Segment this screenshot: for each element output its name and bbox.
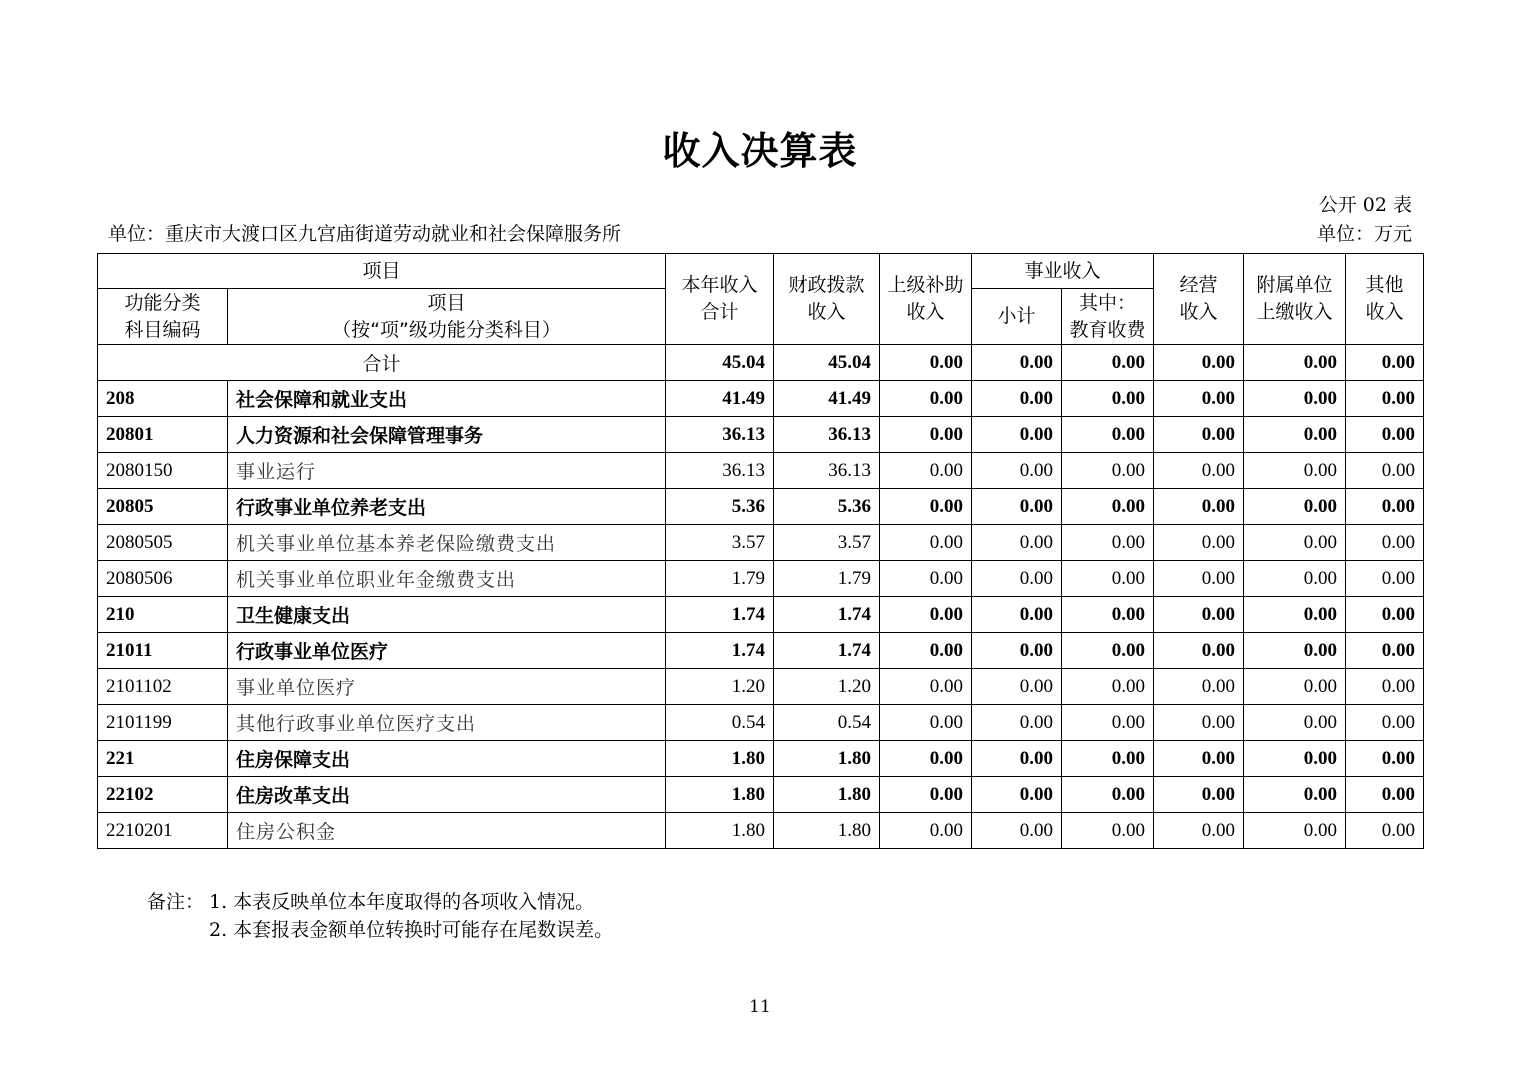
row-value: 0.00 [1062,597,1154,633]
row-value: 0.00 [1062,741,1154,777]
row-value: 0.00 [1062,633,1154,669]
row-value: 0.00 [1244,561,1346,597]
row-value: 0.00 [1154,741,1244,777]
header-other: 其他 收入 [1346,254,1424,345]
row-value: 0.00 [880,597,972,633]
row-value: 0.00 [1346,453,1424,489]
row-value: 0.00 [1062,417,1154,453]
row-name: 事业单位医疗 [228,669,666,705]
row-value: 1.74 [666,597,774,633]
header-operating: 经营 收入 [1154,254,1244,345]
row-name: 事业运行 [228,453,666,489]
total-value: 45.04 [666,345,774,381]
row-value: 0.00 [880,561,972,597]
row-value: 1.80 [774,813,880,849]
total-label: 合计 [98,345,666,381]
page-number: 11 [749,997,771,1017]
row-value: 36.13 [666,417,774,453]
total-row [98,345,1424,381]
row-value: 0.00 [972,705,1062,741]
row-value: 0.00 [972,489,1062,525]
row-value: 0.00 [1062,777,1154,813]
header-business: 事业收入 [972,254,1154,289]
row-value: 0.00 [1154,597,1244,633]
row-value: 0.00 [972,777,1062,813]
row-code: 2101102 [98,669,228,705]
row-value: 0.00 [1346,777,1424,813]
row-value: 41.49 [666,381,774,417]
organization-unit: 单位：重庆市大渡口区九宫庙街道劳动就业和社会保障服务所 [108,223,622,245]
table-row [98,669,1424,705]
total-value: 0.00 [1346,345,1424,381]
row-value: 0.00 [1244,525,1346,561]
row-value: 0.00 [1062,669,1154,705]
row-value: 0.54 [666,705,774,741]
row-code: 2080150 [98,453,228,489]
table-row [98,489,1424,525]
header-fiscal: 财政拨款 收入 [774,254,880,345]
notes-label: 备注： [147,891,205,913]
row-name: 人力资源和社会保障管理事务 [228,417,666,453]
row-value: 0.00 [1154,669,1244,705]
row-name: 行政事业单位医疗 [228,633,666,669]
row-name: 住房公积金 [228,813,666,849]
row-value: 0.00 [972,633,1062,669]
row-value: 1.74 [774,633,880,669]
row-value: 0.00 [1062,525,1154,561]
row-value: 3.57 [774,525,880,561]
table-row [98,633,1424,669]
row-value: 0.00 [1346,489,1424,525]
row-value: 0.00 [1346,417,1424,453]
table-row [98,417,1424,453]
row-name: 机关事业单位职业年金缴费支出 [228,561,666,597]
row-value: 1.20 [774,669,880,705]
row-value: 0.00 [1062,705,1154,741]
table-row [98,453,1424,489]
row-value: 0.00 [1244,777,1346,813]
table-row [98,777,1424,813]
row-value: 0.00 [880,381,972,417]
row-name: 社会保障和就业支出 [228,381,666,417]
row-value: 0.00 [1244,381,1346,417]
header-project: 项目 [98,254,666,289]
row-value: 5.36 [774,489,880,525]
row-value: 0.00 [880,669,972,705]
row-value: 0.00 [972,525,1062,561]
row-value: 0.00 [880,741,972,777]
row-value: 0.00 [972,417,1062,453]
row-name: 行政事业单位养老支出 [228,489,666,525]
row-value: 0.00 [1154,777,1244,813]
row-name: 机关事业单位基本养老保险缴费支出 [228,525,666,561]
row-value: 0.00 [1346,561,1424,597]
row-value: 0.00 [972,597,1062,633]
table-row [98,525,1424,561]
row-value: 0.00 [880,489,972,525]
row-value: 0.00 [1154,381,1244,417]
row-value: 0.00 [1154,813,1244,849]
row-value: 0.00 [1154,705,1244,741]
row-value: 0.54 [774,705,880,741]
row-code: 2210201 [98,813,228,849]
row-name: 住房改革支出 [228,777,666,813]
row-value: 0.00 [1154,633,1244,669]
row-value: 0.00 [1244,741,1346,777]
row-value: 3.57 [666,525,774,561]
row-code: 221 [98,741,228,777]
row-value: 0.00 [1244,489,1346,525]
row-value: 0.00 [972,741,1062,777]
income-table [97,253,1424,849]
table-row [98,705,1424,741]
row-value: 36.13 [666,453,774,489]
row-value: 36.13 [774,453,880,489]
row-code: 21011 [98,633,228,669]
row-value: 0.00 [1244,705,1346,741]
row-value: 0.00 [972,453,1062,489]
row-value: 1.79 [666,561,774,597]
row-value: 0.00 [972,381,1062,417]
row-value: 0.00 [1346,813,1424,849]
total-value: 0.00 [1154,345,1244,381]
row-code: 210 [98,597,228,633]
form-number: 公开 02 表 [1318,194,1412,216]
row-value: 0.00 [1244,633,1346,669]
row-value: 0.00 [972,669,1062,705]
header-subtotal: 小计 [972,289,1062,345]
row-code: 20805 [98,489,228,525]
row-value: 1.80 [666,741,774,777]
table-row [98,741,1424,777]
row-value: 0.00 [1346,741,1424,777]
row-code: 2080506 [98,561,228,597]
row-value: 0.00 [1346,633,1424,669]
row-value: 1.80 [774,741,880,777]
row-value: 0.00 [880,417,972,453]
row-value: 0.00 [1154,453,1244,489]
note-item: 2. 本套报表金额单位转换时可能存在尾数误差。 [209,919,614,941]
row-value: 1.74 [774,597,880,633]
header-item: 项目 （按“项”级功能分类科目） [228,289,666,345]
row-code: 22102 [98,777,228,813]
row-value: 0.00 [1062,381,1154,417]
row-value: 0.00 [1062,813,1154,849]
row-value: 0.00 [1244,813,1346,849]
row-value: 0.00 [1062,561,1154,597]
table-row [98,597,1424,633]
row-value: 0.00 [1244,453,1346,489]
row-value: 0.00 [1154,489,1244,525]
note-item: 1. 本表反映单位本年度取得的各项收入情况。 [209,891,595,913]
row-value: 0.00 [880,813,972,849]
header-row-1 [98,254,1424,289]
header-affiliated: 附属单位 上缴收入 [1244,254,1346,345]
row-name: 其他行政事业单位医疗支出 [228,705,666,741]
notes [147,888,613,944]
row-value: 1.79 [774,561,880,597]
row-value: 1.80 [666,777,774,813]
row-value: 0.00 [1346,597,1424,633]
total-value: 0.00 [880,345,972,381]
row-code: 20801 [98,417,228,453]
row-value: 0.00 [972,561,1062,597]
row-value: 0.00 [880,633,972,669]
row-value: 0.00 [1244,597,1346,633]
row-value: 1.80 [774,777,880,813]
header-total: 本年收入 合计 [666,254,774,345]
page-title: 收入决算表 [662,129,858,173]
row-value: 0.00 [1062,489,1154,525]
row-value: 1.74 [666,633,774,669]
row-value: 1.20 [666,669,774,705]
row-value: 0.00 [1244,417,1346,453]
row-value: 0.00 [880,777,972,813]
row-code: 2101199 [98,705,228,741]
row-value: 0.00 [1346,525,1424,561]
money-unit: 单位：万元 [1316,223,1412,245]
row-value: 5.36 [666,489,774,525]
data-rows [98,381,1424,849]
total-value: 45.04 [774,345,880,381]
row-value: 0.00 [972,813,1062,849]
header-superior: 上级补助 收入 [880,254,972,345]
row-value: 1.80 [666,813,774,849]
row-value: 0.00 [1244,669,1346,705]
row-code: 2080505 [98,525,228,561]
row-code: 208 [98,381,228,417]
row-value: 0.00 [1154,561,1244,597]
table-row [98,813,1424,849]
row-value: 0.00 [1346,381,1424,417]
row-name: 卫生健康支出 [228,597,666,633]
row-value: 0.00 [1154,525,1244,561]
header-edu-fee: 其中： 教育收费 [1062,289,1154,345]
row-value: 0.00 [880,525,972,561]
row-name: 住房保障支出 [228,741,666,777]
total-value: 0.00 [1062,345,1154,381]
total-value: 0.00 [1244,345,1346,381]
row-value: 0.00 [1346,669,1424,705]
table-row [98,381,1424,417]
total-value: 0.00 [972,345,1062,381]
row-value: 0.00 [880,453,972,489]
row-value: 0.00 [1062,453,1154,489]
header-func-code: 功能分类 科目编码 [98,289,228,345]
row-value: 0.00 [1346,705,1424,741]
row-value: 0.00 [1154,417,1244,453]
row-value: 41.49 [774,381,880,417]
row-value: 0.00 [880,705,972,741]
row-value: 36.13 [774,417,880,453]
table-row [98,561,1424,597]
